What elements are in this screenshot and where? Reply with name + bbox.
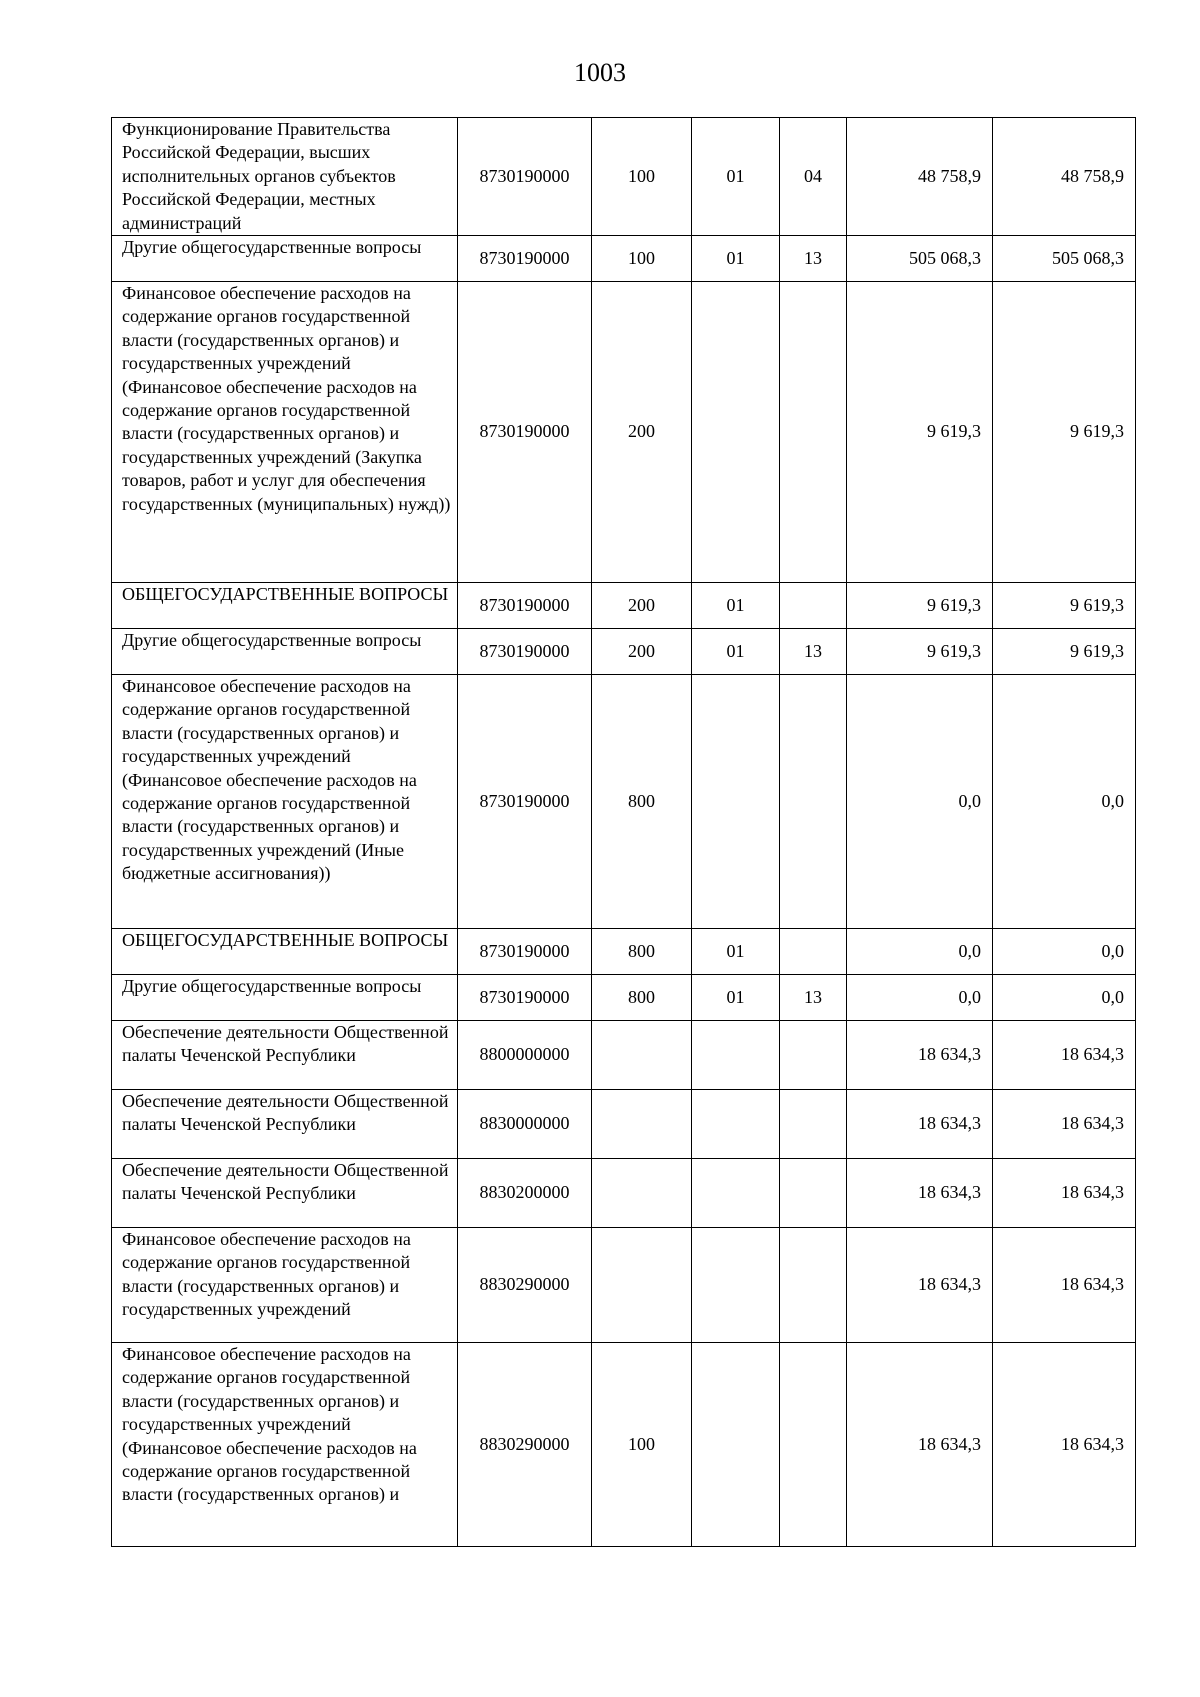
section-cell: 01 <box>692 929 780 975</box>
amount-1-cell: 48 758,9 <box>847 118 993 236</box>
amount-1-cell: 0,0 <box>847 975 993 1021</box>
row-name-cell: Обеспечение деятельности Общественной палаты Чеченской Республики <box>112 1159 458 1228</box>
amount-1-cell: 505 068,3 <box>847 236 993 282</box>
budget-table <box>111 117 1136 1547</box>
target-article-code-cell: 8730190000 <box>458 236 592 282</box>
amount-2-cell: 18 634,3 <box>993 1021 1136 1090</box>
table-row <box>112 1021 1136 1090</box>
amount-1-cell: 9 619,3 <box>847 583 993 629</box>
row-name-cell: Обеспечение деятельности Общественной палаты Чеченской Республики <box>112 1021 458 1090</box>
amount-2-cell: 48 758,9 <box>993 118 1136 236</box>
expense-type-cell: 200 <box>592 282 692 583</box>
expense-type-cell: 100 <box>592 1343 692 1547</box>
expense-type-cell <box>592 1021 692 1090</box>
subsection-cell <box>780 583 847 629</box>
subsection-cell: 13 <box>780 629 847 675</box>
target-article-code-cell: 8800000000 <box>458 1021 592 1090</box>
expense-type-cell: 200 <box>592 629 692 675</box>
section-cell <box>692 675 780 929</box>
amount-2-cell: 0,0 <box>993 975 1136 1021</box>
table-row <box>112 236 1136 282</box>
section-cell <box>692 1343 780 1547</box>
table-row <box>112 1343 1136 1547</box>
row-name-cell: Финансовое обеспечение расходов на содержание органов государственной власти (государственных органов) и государственных учреждений <box>112 1228 458 1343</box>
subsection-cell <box>780 1228 847 1343</box>
subsection-cell <box>780 675 847 929</box>
subsection-cell: 13 <box>780 236 847 282</box>
table-row <box>112 1090 1136 1159</box>
row-name-cell: ОБЩЕГОСУДАРСТВЕННЫЕ ВОПРОСЫ <box>112 929 458 975</box>
section-cell <box>692 1021 780 1090</box>
section-cell <box>692 282 780 583</box>
target-article-code-cell: 8730190000 <box>458 975 592 1021</box>
amount-2-cell: 18 634,3 <box>993 1343 1136 1547</box>
subsection-cell <box>780 1343 847 1547</box>
row-name-cell: ОБЩЕГОСУДАРСТВЕННЫЕ ВОПРОСЫ <box>112 583 458 629</box>
target-article-code-cell: 8830290000 <box>458 1343 592 1547</box>
amount-1-cell: 18 634,3 <box>847 1021 993 1090</box>
amount-2-cell: 0,0 <box>993 675 1136 929</box>
table-row <box>112 1228 1136 1343</box>
expense-type-cell: 800 <box>592 929 692 975</box>
subsection-cell <box>780 1021 847 1090</box>
table-row <box>112 583 1136 629</box>
table-row <box>112 1159 1136 1228</box>
table-row <box>112 629 1136 675</box>
section-cell <box>692 1228 780 1343</box>
table-row <box>112 929 1136 975</box>
row-name-cell: Финансовое обеспечение расходов на содержание органов государственной власти (государственных органов) и государственных учреждений (Финансовое обеспечение расходов на содержание органов государственной власти (государственных органов) и государственных учреждений (Закупка товаров, работ и услуг для обеспечения государственных (муниципальных) нужд)) <box>112 282 458 583</box>
amount-1-cell: 18 634,3 <box>847 1228 993 1343</box>
amount-2-cell: 0,0 <box>993 929 1136 975</box>
expense-type-cell: 800 <box>592 675 692 929</box>
section-cell <box>692 1090 780 1159</box>
subsection-cell <box>780 1090 847 1159</box>
target-article-code-cell: 8830290000 <box>458 1228 592 1343</box>
amount-1-cell: 9 619,3 <box>847 629 993 675</box>
amount-2-cell: 9 619,3 <box>993 282 1136 583</box>
table-row <box>112 282 1136 583</box>
target-article-code-cell: 8730190000 <box>458 675 592 929</box>
row-name-cell: Финансовое обеспечение расходов на содержание органов государственной власти (государственных органов) и государственных учреждений (Финансовое обеспечение расходов на содержание органов государственной власти (государственных органов) и <box>112 1343 458 1547</box>
table-row <box>112 675 1136 929</box>
expense-type-cell: 800 <box>592 975 692 1021</box>
target-article-code-cell: 8830000000 <box>458 1090 592 1159</box>
expense-type-cell <box>592 1228 692 1343</box>
target-article-code-cell: 8730190000 <box>458 929 592 975</box>
subsection-cell <box>780 929 847 975</box>
section-cell: 01 <box>692 236 780 282</box>
subsection-cell <box>780 1159 847 1228</box>
expense-type-cell <box>592 1090 692 1159</box>
amount-1-cell: 0,0 <box>847 929 993 975</box>
expense-type-cell: 100 <box>592 236 692 282</box>
table-row <box>112 975 1136 1021</box>
target-article-code-cell: 8830200000 <box>458 1159 592 1228</box>
row-name-cell: Другие общегосударственные вопросы <box>112 975 458 1021</box>
row-name-cell: Другие общегосударственные вопросы <box>112 629 458 675</box>
table-row <box>112 118 1136 236</box>
expense-type-cell: 200 <box>592 583 692 629</box>
target-article-code-cell: 8730190000 <box>458 583 592 629</box>
section-cell: 01 <box>692 583 780 629</box>
amount-2-cell: 9 619,3 <box>993 583 1136 629</box>
section-cell: 01 <box>692 118 780 236</box>
amount-1-cell: 0,0 <box>847 675 993 929</box>
section-cell: 01 <box>692 629 780 675</box>
amount-1-cell: 18 634,3 <box>847 1159 993 1228</box>
expense-type-cell: 100 <box>592 118 692 236</box>
row-name-cell: Финансовое обеспечение расходов на содержание органов государственной власти (государственных органов) и государственных учреждений (Финансовое обеспечение расходов на содержание органов государственной власти (государственных органов) и государственных учреждений (Иные бюджетные ассигнования)) <box>112 675 458 929</box>
page-number: 1003 <box>574 58 626 87</box>
amount-2-cell: 505 068,3 <box>993 236 1136 282</box>
expense-type-cell <box>592 1159 692 1228</box>
amount-2-cell: 18 634,3 <box>993 1228 1136 1343</box>
target-article-code-cell: 8730190000 <box>458 282 592 583</box>
target-article-code-cell: 8730190000 <box>458 629 592 675</box>
subsection-cell: 04 <box>780 118 847 236</box>
row-name-cell: Другие общегосударственные вопросы <box>112 236 458 282</box>
amount-1-cell: 18 634,3 <box>847 1343 993 1547</box>
subsection-cell <box>780 282 847 583</box>
amount-2-cell: 9 619,3 <box>993 629 1136 675</box>
row-name-cell: Функционирование Правительства Российской Федерации, высших исполнительных органов субъектов Российской Федерации, местных администраций <box>112 118 458 236</box>
amount-1-cell: 9 619,3 <box>847 282 993 583</box>
row-name-cell: Обеспечение деятельности Общественной палаты Чеченской Республики <box>112 1090 458 1159</box>
target-article-code-cell: 8730190000 <box>458 118 592 236</box>
amount-1-cell: 18 634,3 <box>847 1090 993 1159</box>
section-cell: 01 <box>692 975 780 1021</box>
section-cell <box>692 1159 780 1228</box>
table-body <box>112 118 1136 1547</box>
subsection-cell: 13 <box>780 975 847 1021</box>
amount-2-cell: 18 634,3 <box>993 1159 1136 1228</box>
amount-2-cell: 18 634,3 <box>993 1090 1136 1159</box>
